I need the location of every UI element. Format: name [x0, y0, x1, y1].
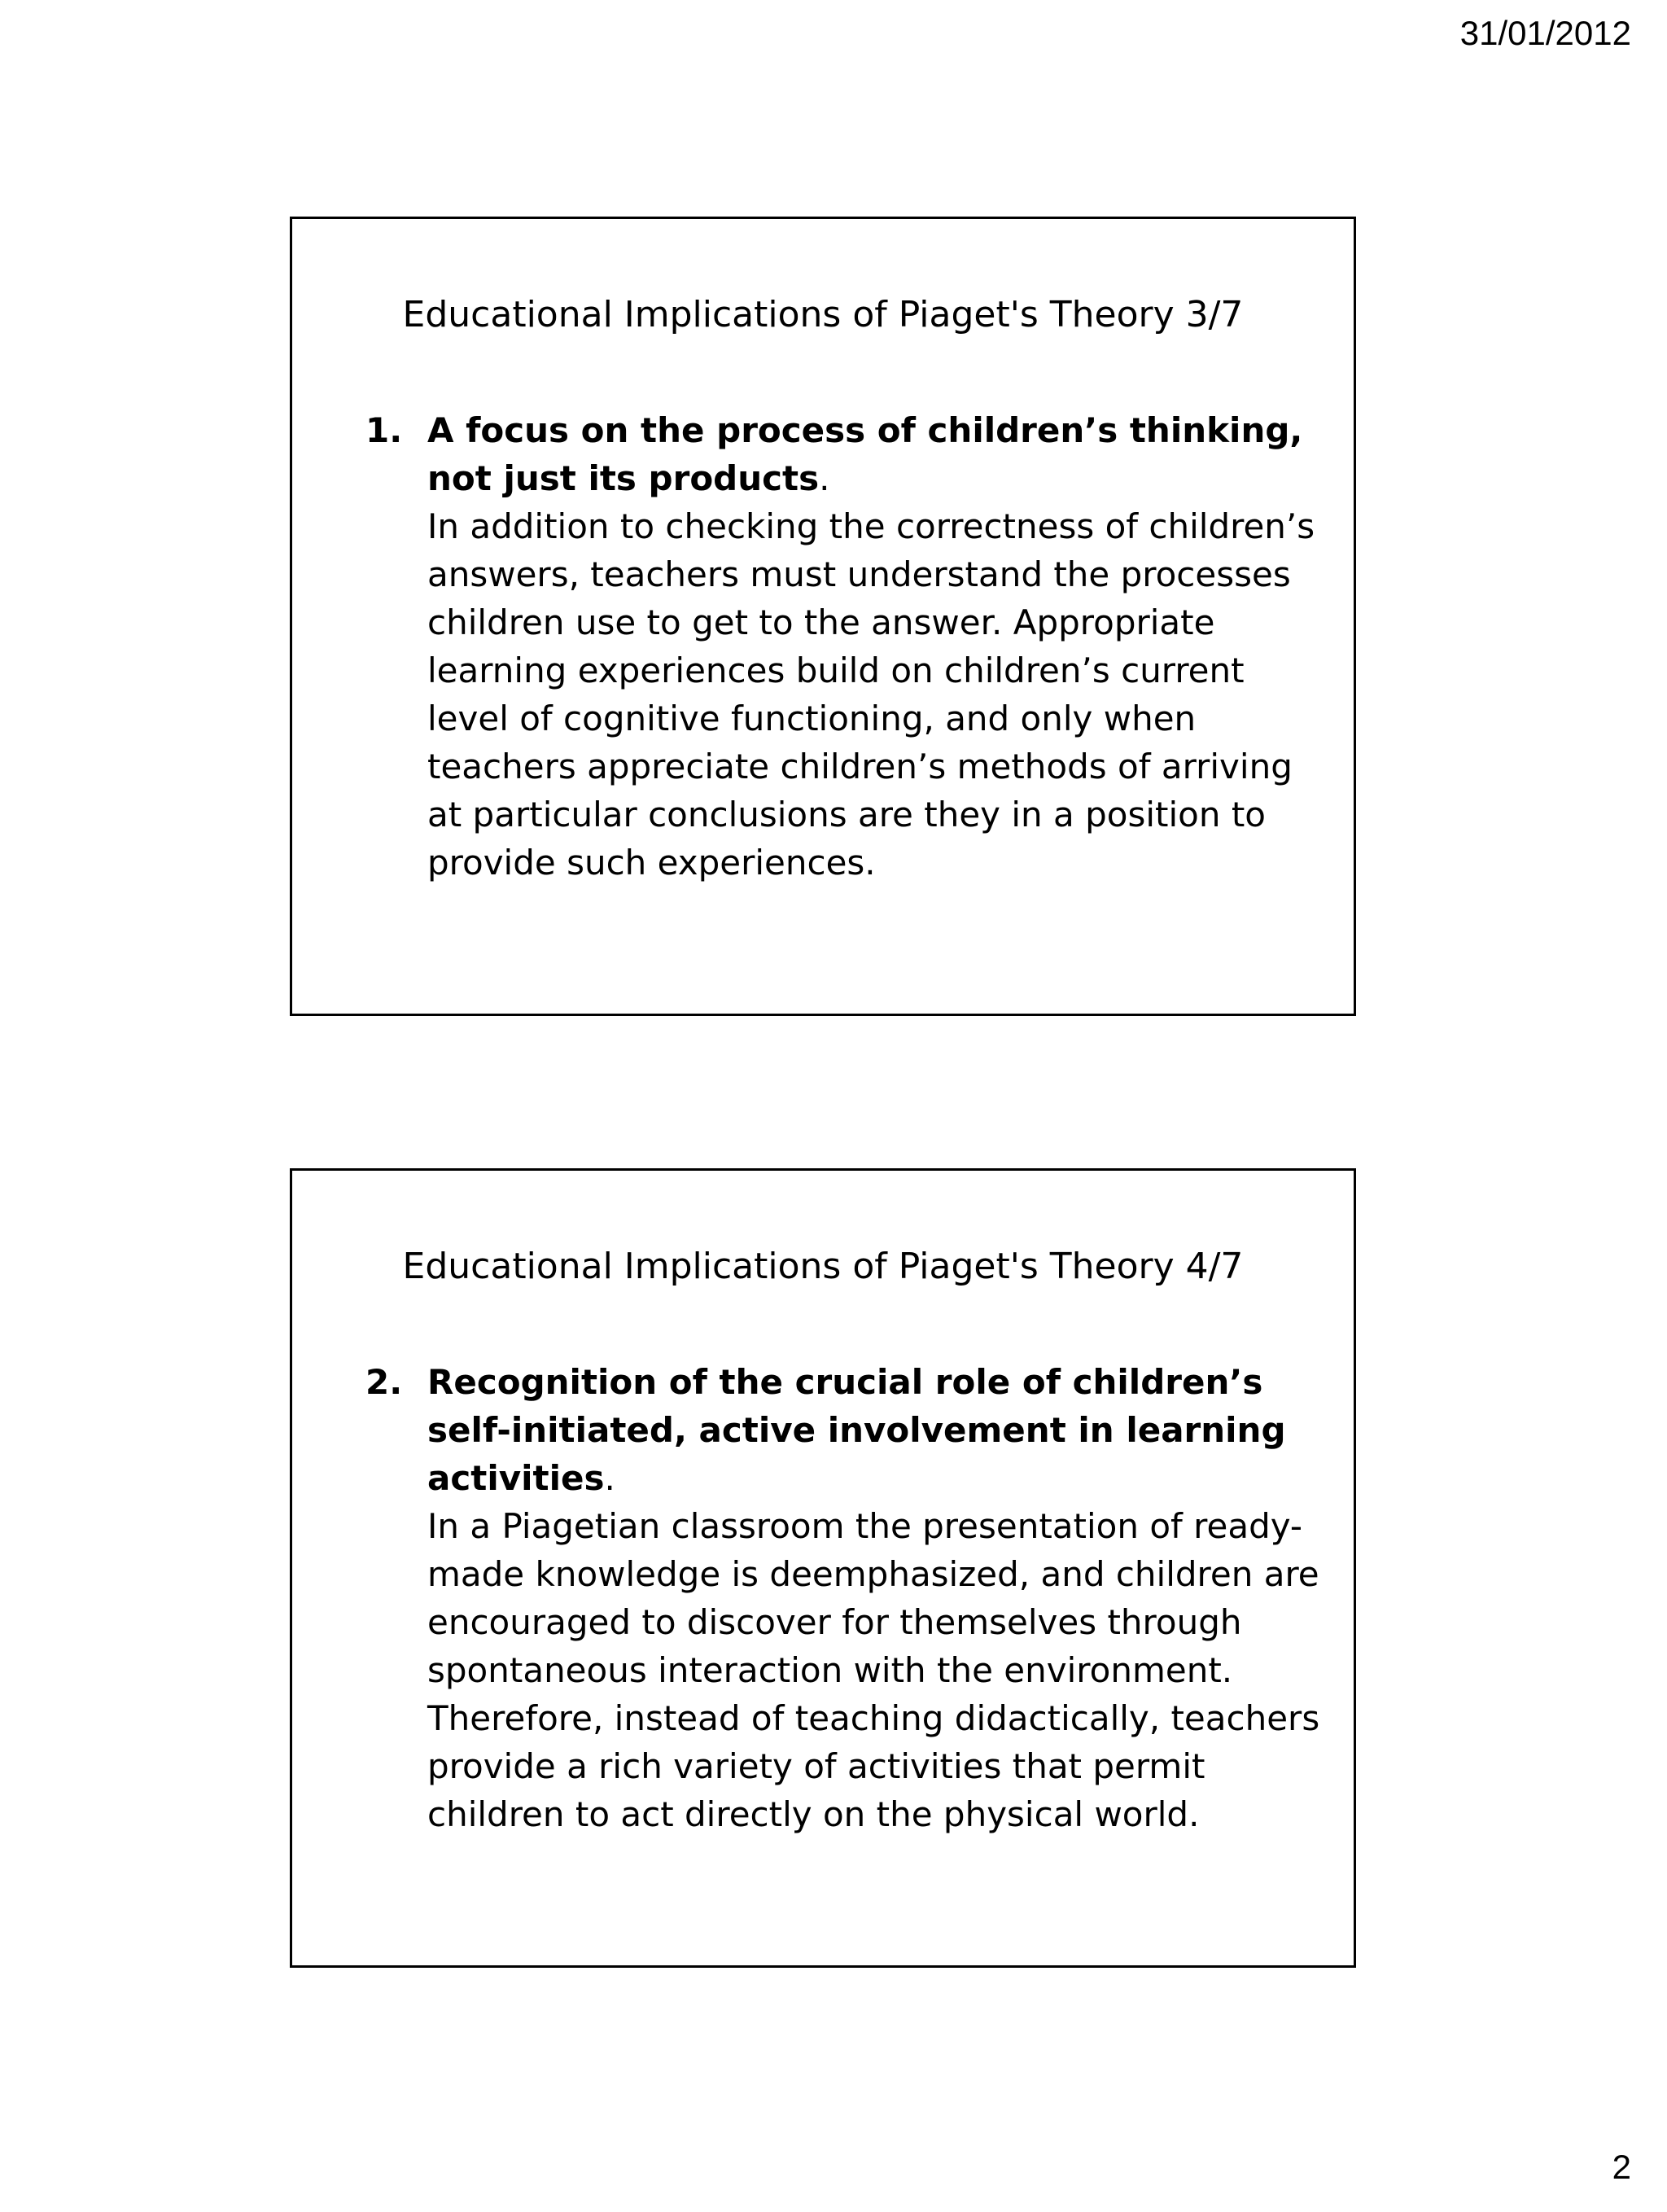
slide-2: [290, 1168, 1356, 1968]
slide-title: Educational Implications of Piaget's Theory 3/7: [402, 294, 1244, 335]
item-heading-period: .: [604, 1458, 615, 1498]
item-number: 1.: [365, 410, 403, 450]
item-content: [427, 406, 1321, 887]
item-heading: A focus on the process of children’s thinking, not just its products: [427, 410, 1303, 498]
item-heading: Recognition of the crucial role of children’s self-initiated, active involvement in learning activities: [427, 1362, 1286, 1498]
item-body-text: In a Piagetian classroom the presentation of ready-made knowledge is deemphasized, and children are encouraged to discover for themselves through spontaneous interaction with the environment. Therefore, instead of teaching didactically, teachers provide a rich variety of activities that permit children to act directly on the physical world.: [427, 1506, 1320, 1834]
item-body-text: In addition to checking the correctness of children’s answers, teachers must understand the processes children use to get to the answer. Appropriate learning experiences build on children’s current level of cognitive functioning, and only when teachers appreciate children’s methods of arriving at particular conclusions are they in a position to provide such experiences.: [427, 506, 1315, 883]
page-number: 2: [1612, 2148, 1631, 2186]
item-heading-period: .: [819, 458, 830, 498]
numbered-item: [365, 1358, 1321, 1838]
item-content: [427, 1358, 1321, 1838]
slide-1: [290, 217, 1356, 1016]
numbered-item: [365, 406, 1321, 887]
slide-title: Educational Implications of Piaget's Theory 4/7: [402, 1246, 1244, 1287]
handout-date: 31/01/2012: [1459, 14, 1631, 52]
item-number: 2.: [365, 1362, 403, 1402]
